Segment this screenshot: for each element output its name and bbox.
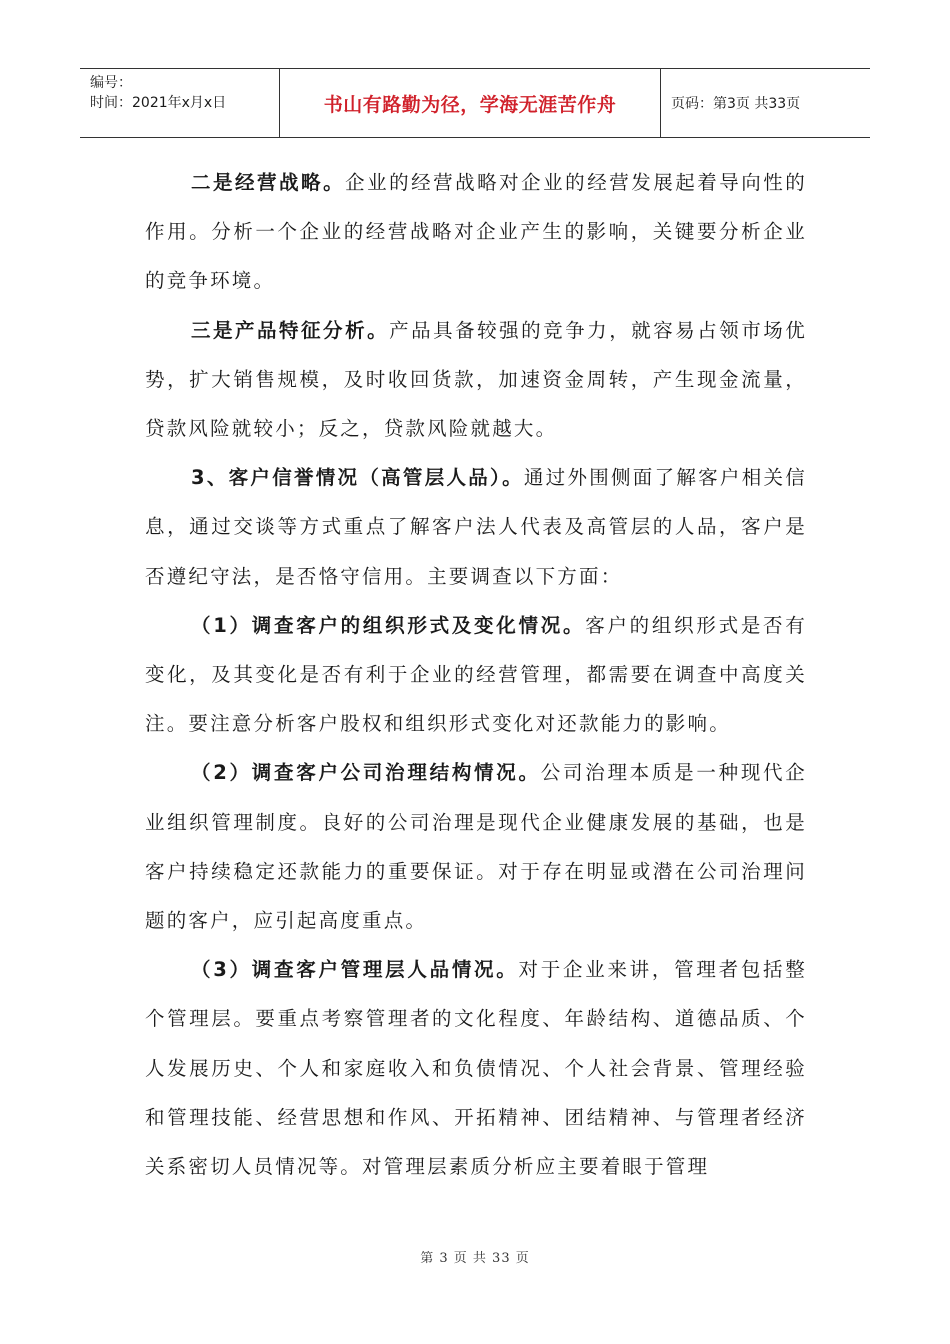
paragraph-organization-form [145,601,807,749]
paragraph-heading: 三是产品特征分析。 [191,318,390,342]
paragraph-product-analysis [145,306,807,454]
document-date-label: 时间：2021年x月x日 [90,95,227,111]
paragraph-text: 通过外围侧面了解客户相关信息，通过交谈等方式重点了解客户法人代表及高管层的人品，客户是否遵纪守法，是否恪守信用。主要调查以下方面： [145,466,807,588]
paragraph-text: 产品具备较强的竞争力，就容易占领市场优势，扩大销售规模，及时收回货款，加速资金周转，产生现金流量，贷款风险就较小；反之，贷款风险就越大。 [145,318,807,441]
paragraph-text: 对于企业来讲，管理者包括整个管理层。要重点考察管理者的文化程度、年龄结构、道德品质、个人发展历史、个人和家庭收入和负债情况、个人社会背景、管理经验和管理技能、经营思想和作风、开拓精神、团结精神、与管理者经济关系密切人员情况等。对管理层素质分析应主要着眼于管理 [145,958,807,1179]
paragraph-text: 客户的组织形式是否有变化，及其变化是否有利于企业的经营管理，都需要在调查中高度关注。要注意分析客户股权和组织形式变化对还款能力的影响。 [145,613,807,736]
paragraph-heading: （2）调查客户公司治理结构情况。 [191,761,541,785]
paragraph-heading: （3）调查客户管理层人品情况。 [191,958,519,982]
paragraph-heading: 3、客户信誉情况（高管层人品）。 [191,466,524,490]
header-page-info: 页码：第3页 共33页 [671,96,801,112]
header-motto: 书山有路勤为径，学海无涯苦作舟 [280,69,661,137]
paragraph-heading: 二是经营战略。 [191,171,346,194]
header-meta [80,69,280,137]
document-body [145,158,807,1191]
document-number-label: 编号： [90,75,132,91]
paragraph-customer-credit [145,453,807,601]
paragraph-heading: （1）调查客户的组织形式及变化情况。 [191,613,586,637]
page-footer: 第 3 页 共 33 页 [420,1251,530,1266]
paragraph-corporate-governance [145,748,807,945]
page-header [80,68,870,138]
paragraph-business-strategy [145,158,807,306]
paragraph-management-character [145,945,807,1191]
paragraph-text: 公司治理本质是一种现代企业组织管理制度。良好的公司治理是现代企业健康发展的基础，也是客户持续稳定还款能力的重要保证。对于存在明显或潜在公司治理问题的客户，应引起高度重点。 [145,761,807,933]
paragraph-text: 企业的经营战略对企业的经营发展起着导向性的作用。分析一个企业的经营战略对企业产生的影响，关键要分析企业的竞争环境。 [145,171,807,293]
